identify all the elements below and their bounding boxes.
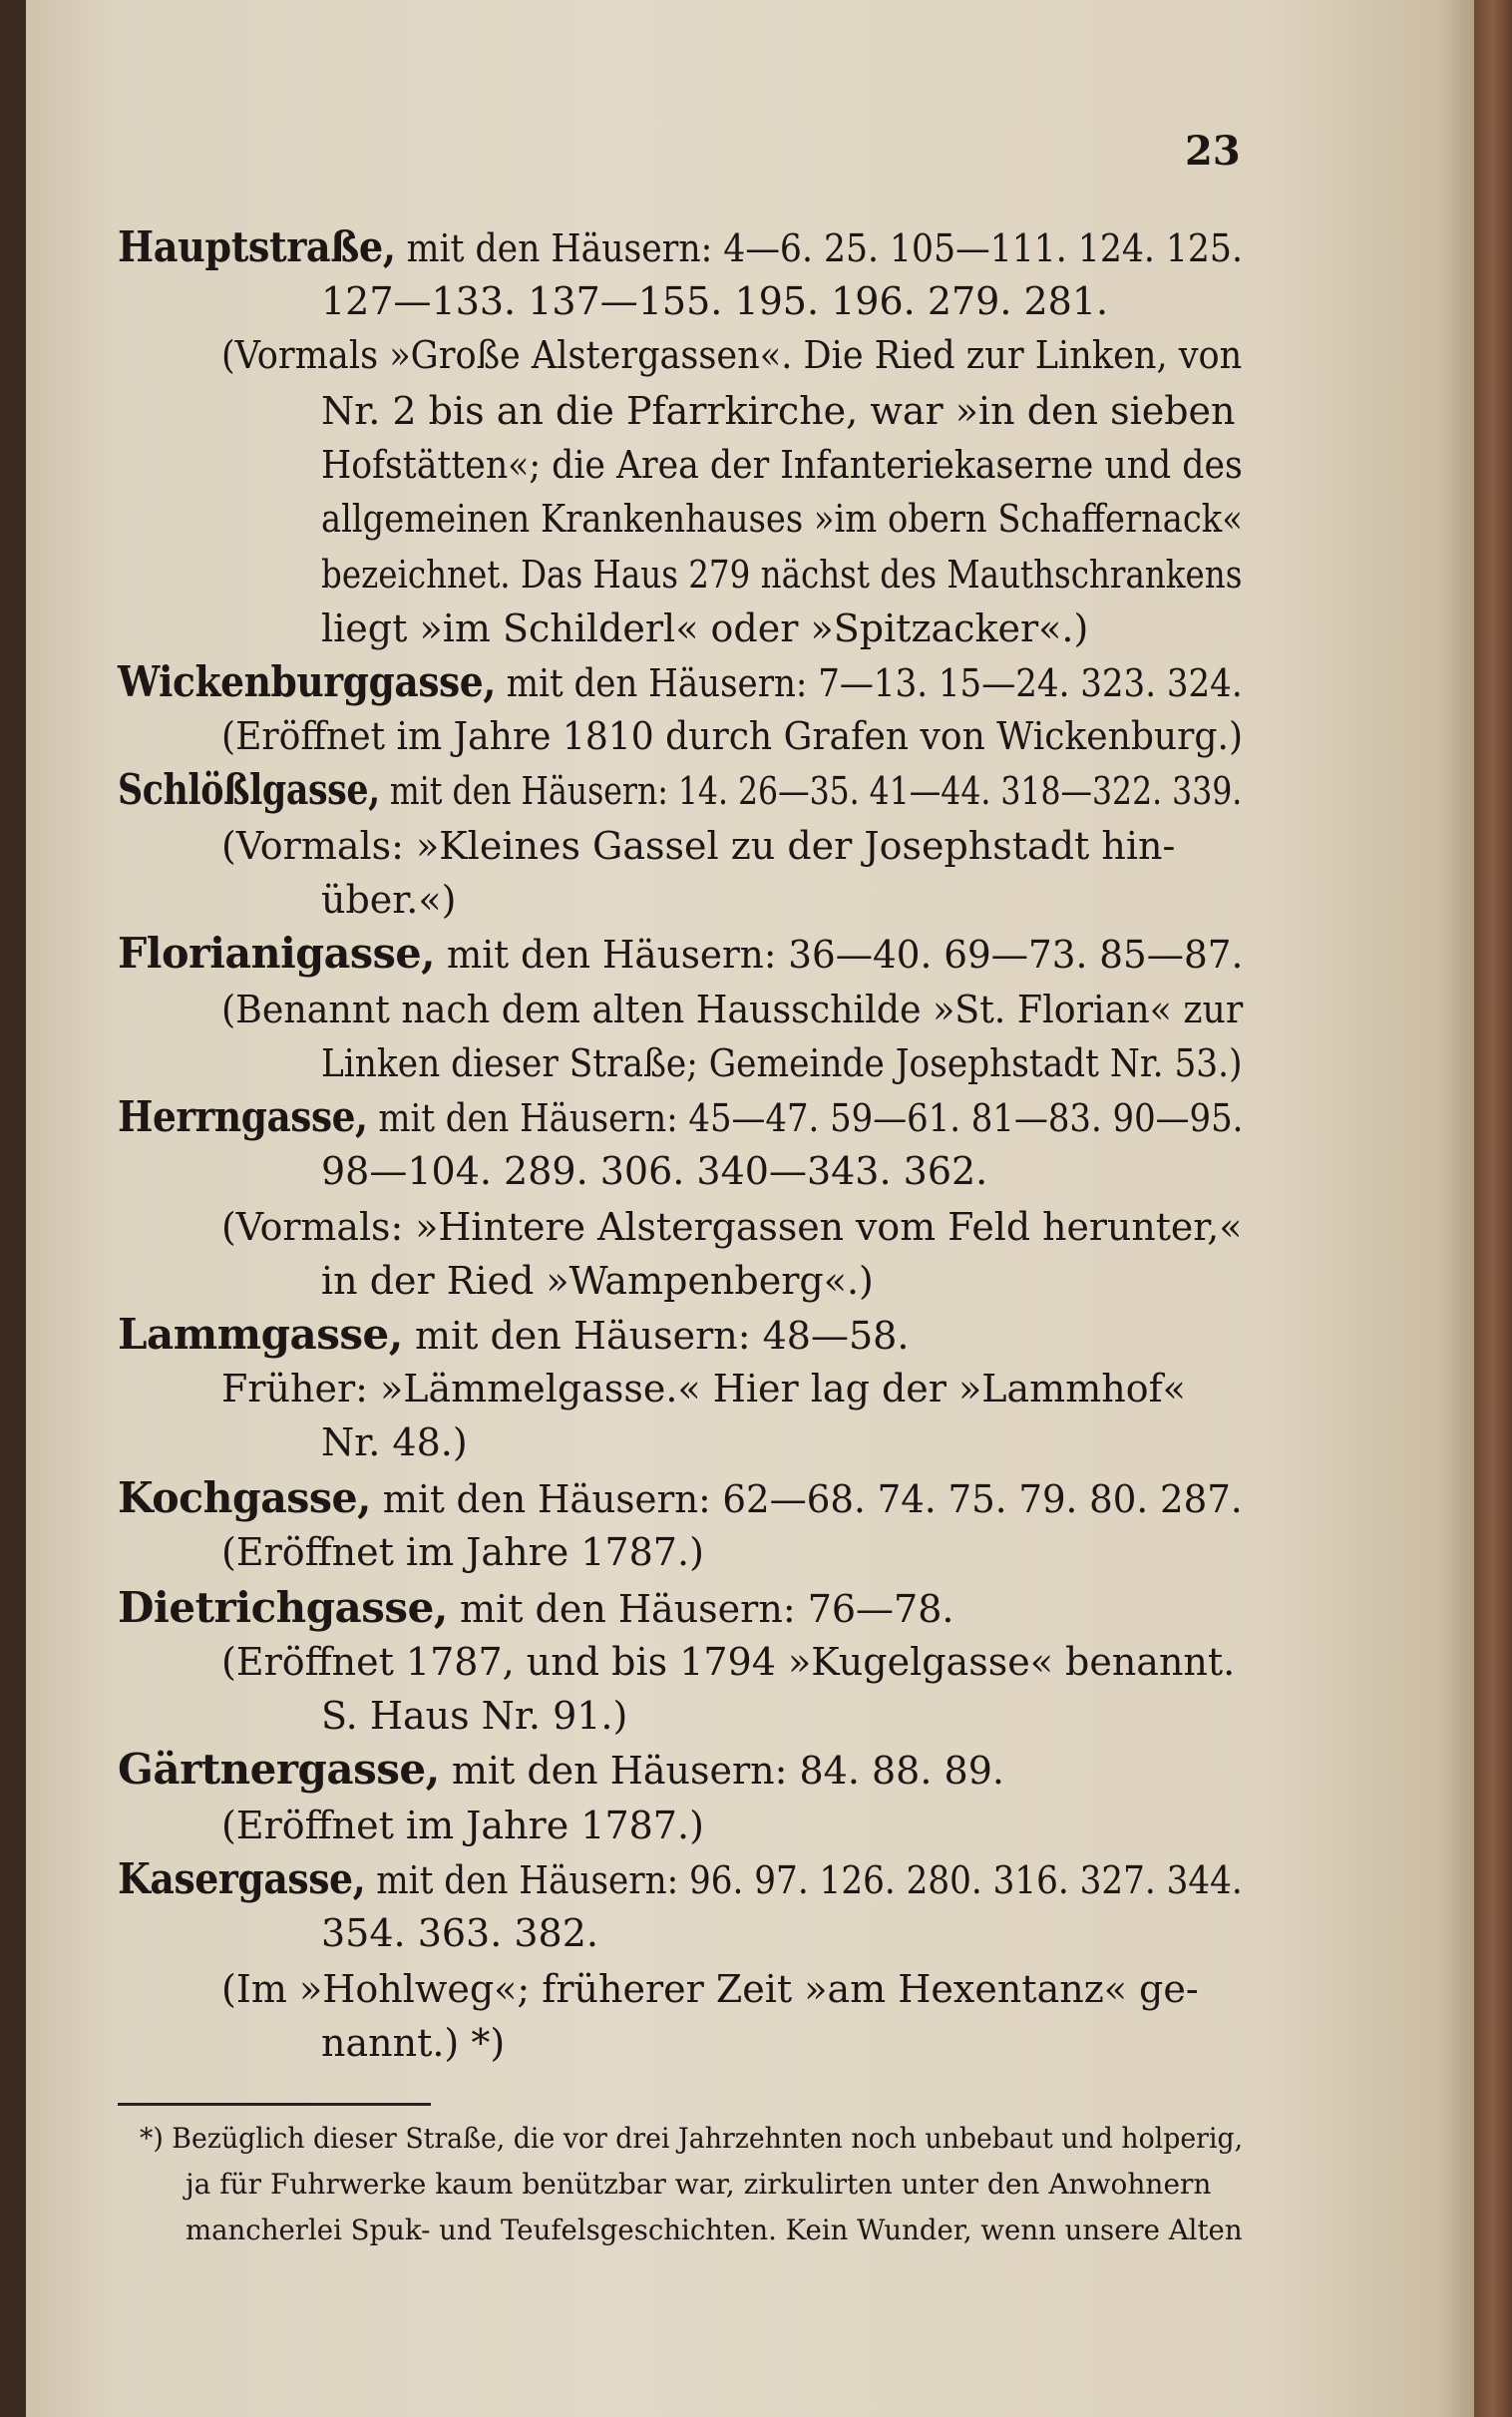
entry-note: nannt.) *) — [321, 2021, 506, 2065]
entry-note: (Benannt nach dem alten Hausschilde »St. Florian« zur — [221, 988, 1244, 1031]
entry-note: in der Ried »Wampenberg«.) — [321, 1259, 874, 1303]
house-numbers: mit den Häusern: 36—40. 69—73. 85—87. — [446, 933, 1244, 977]
entry-note: über.«) — [321, 878, 457, 922]
entry-note: Nr. 48.) — [321, 1420, 468, 1464]
house-numbers: mit den Häusern: 48—58. — [414, 1314, 910, 1358]
entry-first-line — [118, 1744, 1004, 1797]
house-numbers-continued: 98—104. 289. 306. 340—343. 362. — [321, 1149, 988, 1193]
street-name: Lammgasse, — [118, 1310, 403, 1359]
entry-first-line — [118, 1309, 909, 1362]
footnote-divider — [118, 2103, 431, 2106]
street-name: Hauptstraße, — [118, 222, 396, 271]
page-number: 23 — [1185, 128, 1241, 175]
house-numbers: mit den Häusern: 84. 88. 89. — [451, 1749, 1004, 1793]
house-numbers-continued: 354. 363. 382. — [321, 1911, 598, 1955]
entry-note: S. Haus Nr. 91.) — [321, 1694, 628, 1738]
entry-note: (Eröffnet 1787, und bis 1794 »Kugelgasse« benannt. — [221, 1640, 1236, 1684]
entry-note: Früher: »Lämmelgasse.« Hier lag der »Lammhof« — [221, 1367, 1186, 1410]
entry-note: (Vormals »Große Alstergassen«. Die Ried zur Linken, von — [221, 333, 1243, 377]
entry-first-line — [118, 1472, 1243, 1525]
entry-first-line — [118, 1853, 1243, 1906]
entry-note: bezeichnet. Das Haus 279 nächst des Mauthschrankens — [321, 553, 1243, 597]
entry-first-line — [118, 221, 1243, 274]
house-numbers: mit den Häusern: 76—78. — [460, 1587, 954, 1631]
entry-first-line — [118, 1582, 953, 1635]
entry-note: (Eröffnet im Jahre 1787.) — [221, 1530, 704, 1574]
entry-note: (Vormals: »Kleines Gassel zu der Josephstadt hin- — [221, 824, 1176, 868]
street-name: Wickenburggasse, — [118, 657, 496, 706]
entry-note: (Vormals: »Hintere Alstergassen vom Feld herunter,« — [221, 1205, 1243, 1249]
entry-note: Nr. 2 bis an die Pfarrkirche, war »in den sieben — [321, 389, 1236, 433]
house-numbers: mit den Häusern: 62—68. 74. 75. 79. 80. 287. — [382, 1477, 1243, 1521]
street-name: Schlößlgasse, — [118, 765, 380, 814]
entry-note: (Eröffnet im Jahre 1810 durch Grafen von Wickenburg.) — [221, 714, 1244, 758]
street-name: Kochgasse, — [118, 1473, 371, 1522]
house-numbers: mit den Häusern: 45—47. 59—61. 81—83. 90—95. — [378, 1096, 1244, 1140]
street-name: Gärtnergasse, — [118, 1745, 440, 1794]
house-numbers: mit den Häusern: 96. 97. 126. 280. 316. 327. 344. — [376, 1858, 1243, 1902]
footnote-line: *) Bezüglich dieser Straße, die vor drei Jahrzehnten noch unbebaut und holperig, — [140, 2122, 1244, 2155]
entry-note: Hofstätten«; die Area der Infanteriekaserne und des — [321, 443, 1243, 487]
entry-first-line — [118, 656, 1243, 709]
entry-note: (Eröffnet im Jahre 1787.) — [221, 1804, 704, 1847]
entry-first-line — [118, 764, 1242, 817]
entry-note: liegt »im Schilderl« oder »Spitzacker«.) — [321, 606, 1089, 650]
entry-first-line — [118, 1091, 1243, 1144]
entry-note: Linken dieser Straße; Gemeinde Josephstadt Nr. 53.) — [321, 1041, 1243, 1085]
street-name: Dietrichgasse, — [118, 1583, 448, 1632]
house-numbers: mit den Häusern: 4—6. 25. 105—111. 124. 125. — [406, 226, 1243, 270]
house-numbers: mit den Häusern: 14. 26—35. 41—44. 318—322. 339. — [389, 769, 1243, 813]
footnote-line: ja für Fuhrwerke kaum benützbar war, zirkulirten unter den Anwohnern — [186, 2168, 1212, 2201]
house-numbers-continued: 127—133. 137—155. 195. 196. 279. 281. — [321, 279, 1109, 323]
street-name: Herrngasse, — [118, 1092, 368, 1141]
footnote-line: mancherlei Spuk- und Teufelsgeschichten. Kein Wunder, wenn unsere Alten — [186, 2214, 1243, 2246]
house-numbers: mit den Häusern: 7—13. 15—24. 323. 324. — [506, 661, 1243, 705]
entry-note: (Im »Hohlweg«; früherer Zeit »am Hexentanz« ge- — [221, 1967, 1199, 2011]
street-name: Florianigasse, — [118, 929, 435, 978]
street-name: Kasergasse, — [118, 1854, 366, 1903]
entry-first-line — [118, 928, 1243, 981]
entry-note: allgemeinen Krankenhauses »im obern Schaffernack« — [321, 497, 1243, 541]
